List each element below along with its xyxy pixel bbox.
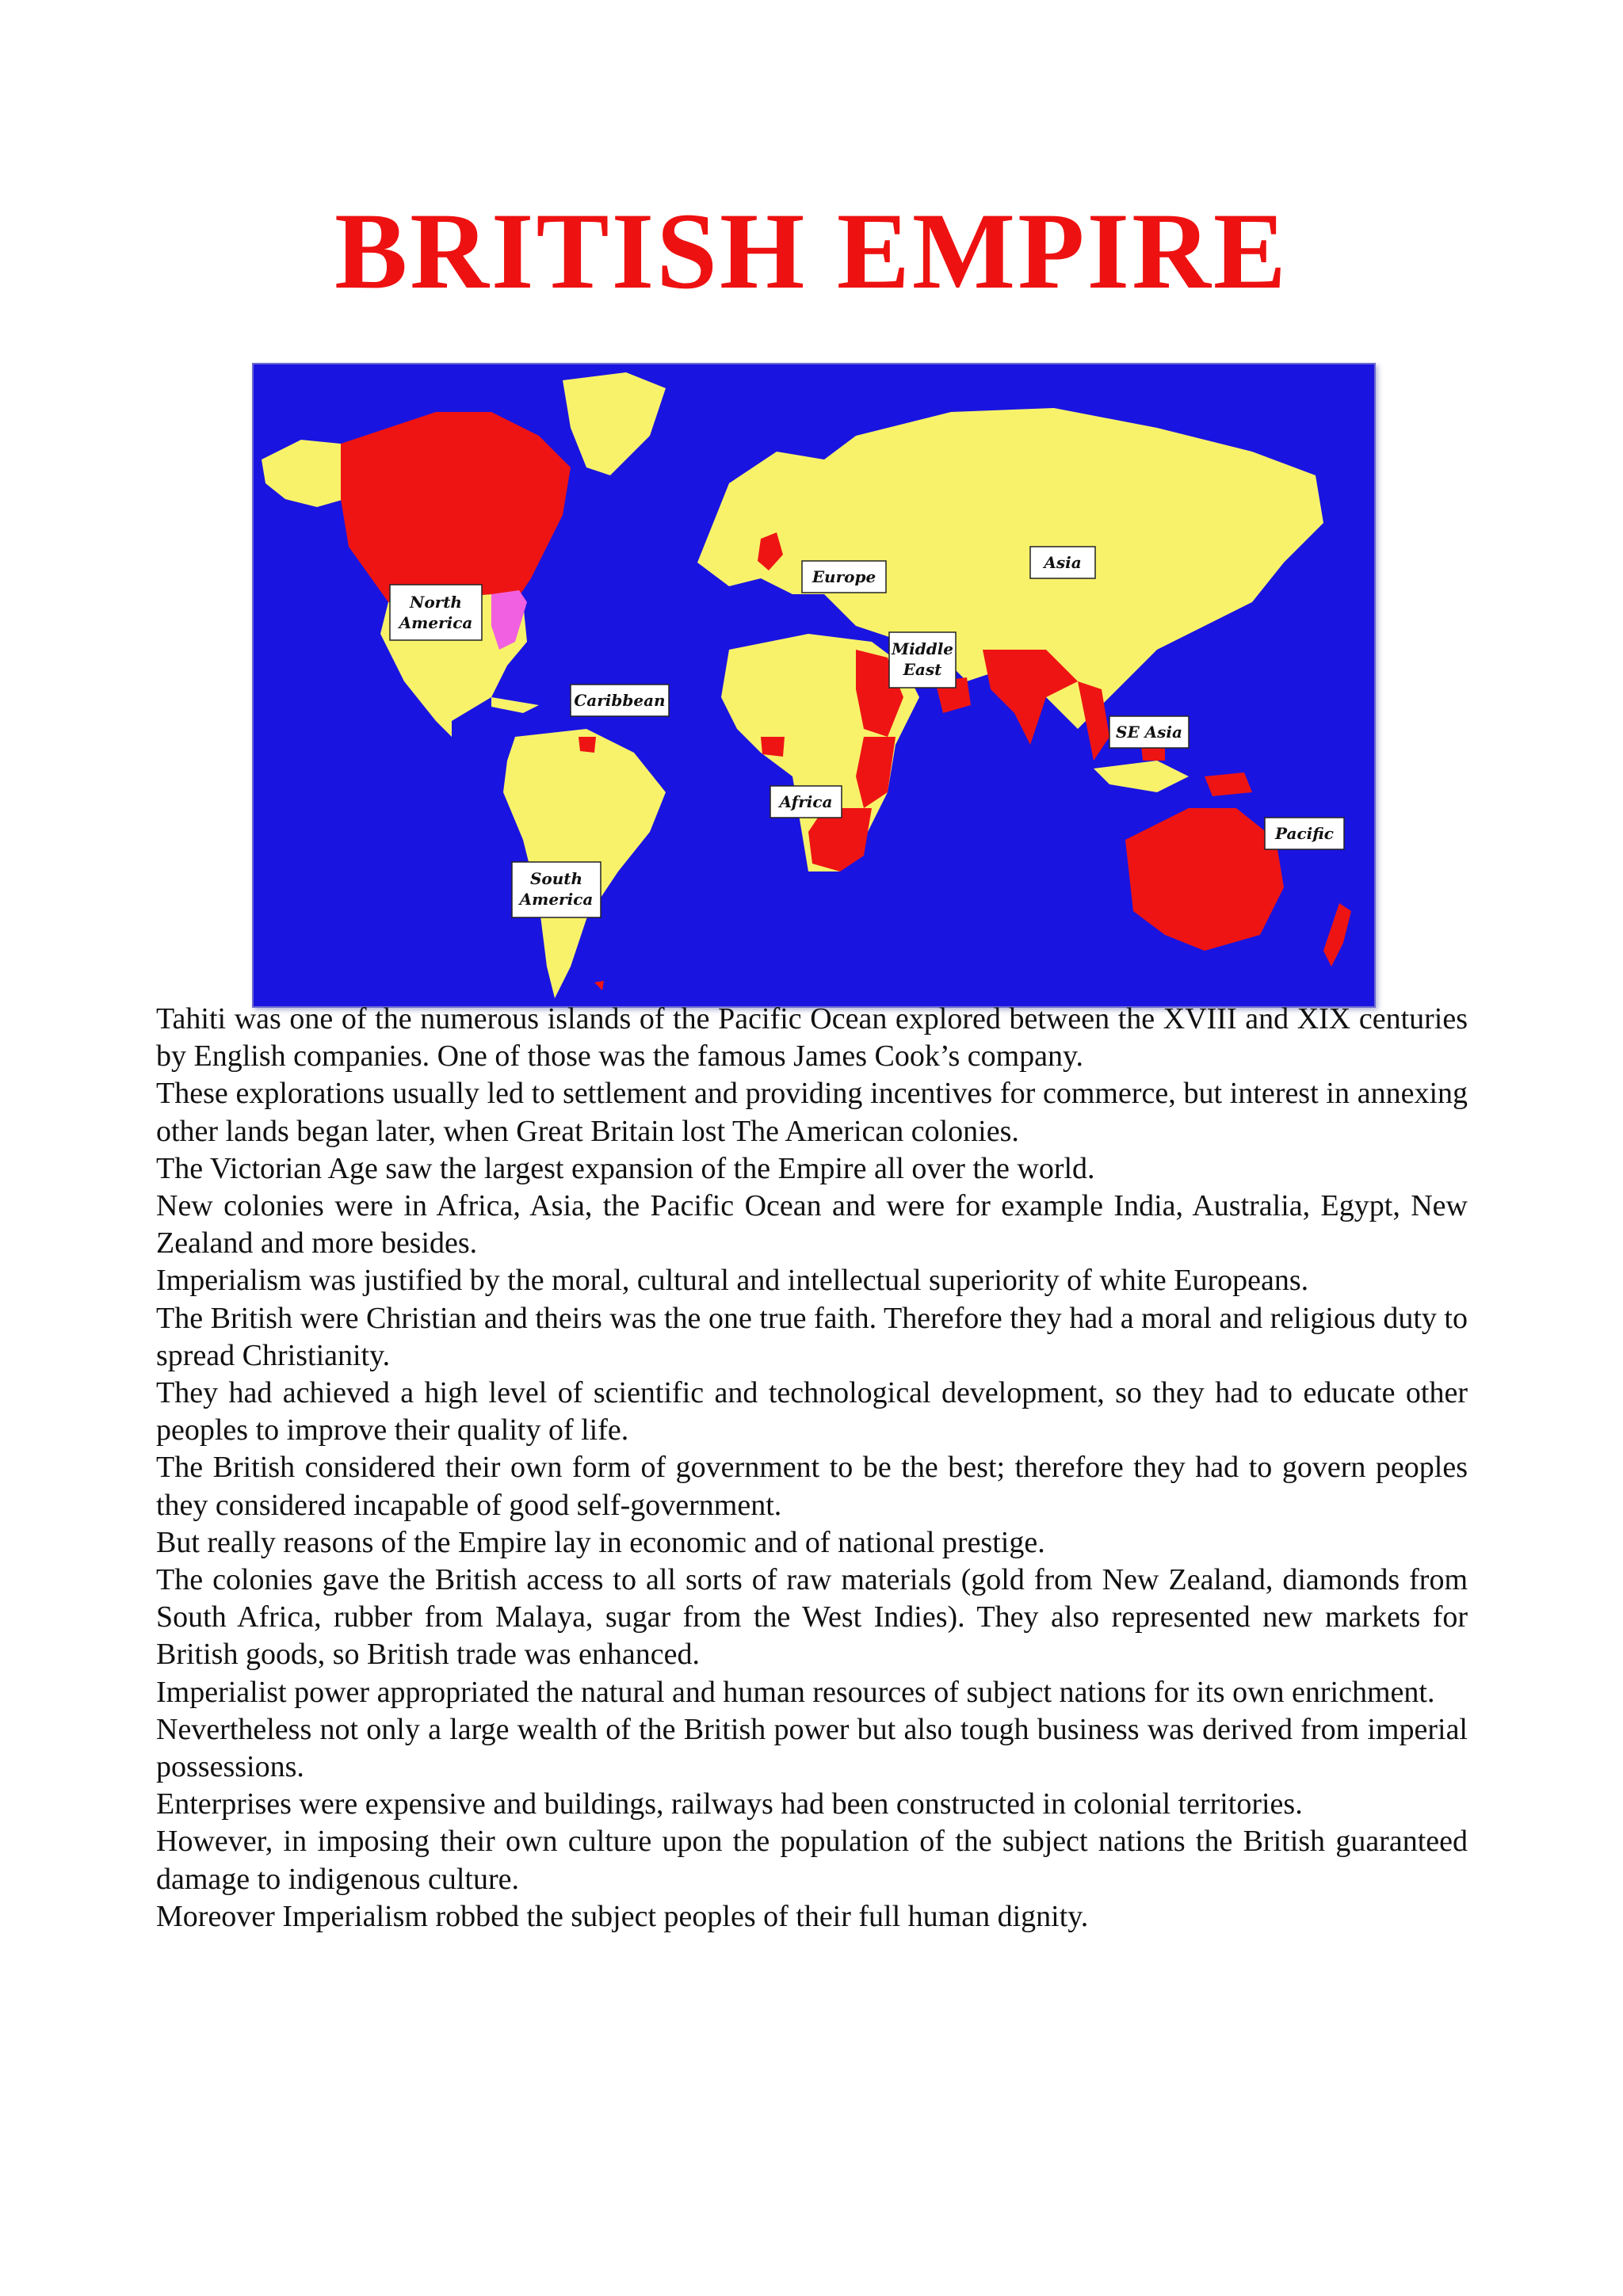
- label-se-asia: [1109, 716, 1189, 748]
- label-caribbean: [571, 685, 669, 716]
- svg-text:Caribbean: Caribbean: [574, 691, 666, 710]
- paragraph: They had achieved a high level of scientific and technological development, so they had to educate other peoples to improve their quality of life.: [156, 1376, 1468, 1447]
- paragraph: These explorations usually led to settlement and providing incentives for commerce, but interest in annexing other lands began later, when Great Britain lost The American colonies.: [156, 1077, 1468, 1148]
- paragraph: But really reasons of the Empire lay in economic and of national prestige.: [156, 1525, 1045, 1559]
- label-africa: [770, 786, 842, 818]
- paragraph: Enterprises were expensive and buildings, railways had been constructed in colonial territories.: [156, 1787, 1303, 1821]
- svg-text:Asia: Asia: [1044, 553, 1082, 572]
- svg-text:East: East: [903, 660, 942, 679]
- svg-text:SE Asia: SE Asia: [1116, 723, 1182, 742]
- svg-text:Pacific: Pacific: [1275, 824, 1334, 843]
- label-pacific: [1265, 818, 1344, 849]
- svg-text:North: North: [410, 593, 462, 612]
- label-asia: [1030, 547, 1095, 578]
- label-north-america: [390, 585, 482, 640]
- paragraph: New colonies were in Africa, Asia, the Pacific Ocean and were for example India, Australia, Egypt, New Zealand and more besides.: [156, 1189, 1468, 1261]
- svg-text:Europe: Europe: [812, 567, 876, 586]
- body-text: [156, 1001, 1468, 1936]
- page-title: BRITISH EMPIRE: [334, 190, 1289, 311]
- svg-text:Africa: Africa: [779, 792, 833, 811]
- territory-west-africa: [761, 737, 785, 757]
- paragraph: The Victorian Age saw the largest expansion of the Empire all over the world.: [156, 1151, 1095, 1185]
- paragraph: The British considered their own form of government to be the best; therefore they had to govern peoples they considered incapable of good self-government.: [156, 1451, 1468, 1522]
- world-map-image: [254, 364, 1374, 1006]
- british-empire-world-map: [252, 363, 1376, 1008]
- svg-text:Middle: Middle: [891, 639, 954, 658]
- label-middle-east: [889, 632, 956, 688]
- paragraph: Imperialism was justified by the moral, cultural and intellectual superiority of white Europeans.: [156, 1264, 1309, 1298]
- label-south-america: [512, 862, 601, 917]
- paragraph: Nevertheless not only a large wealth of the British power but also tough business was derived from imperial possessions.: [156, 1712, 1468, 1784]
- territory-new-guinea: [1205, 772, 1252, 796]
- paragraph: The British were Christian and theirs was the one true faith. Therefore they had a moral and religious duty to spread Christianity.: [156, 1301, 1468, 1372]
- svg-text:America: America: [399, 613, 473, 632]
- svg-text:South: South: [529, 869, 583, 888]
- paragraph: Imperialist power appropriated the natural and human resources of subject nations for its own enrichment.: [156, 1675, 1435, 1709]
- paragraph: However, in imposing their own culture upon the population of the subject nations the British guaranteed damage to indigenous culture.: [156, 1825, 1468, 1896]
- svg-text:America: America: [519, 890, 594, 909]
- paragraph: The colonies gave the British access to all sorts of raw materials (gold from New Zealand, diamonds from South Africa, rubber from Malaya, sugar from the West Indies). They also represented new markets for British goods, so British trade was enhanced.: [156, 1563, 1468, 1672]
- territory-british-guiana: [579, 737, 596, 753]
- paragraph: Tahiti was one of the numerous islands of the Pacific Ocean explored between the XVIII and XIX centuries by English companies. One of those was the famous James Cook’s company.: [156, 1002, 1468, 1074]
- paragraph: Moreover Imperialism robbed the subject peoples of their full human dignity.: [156, 1899, 1089, 1933]
- label-europe: [802, 561, 886, 593]
